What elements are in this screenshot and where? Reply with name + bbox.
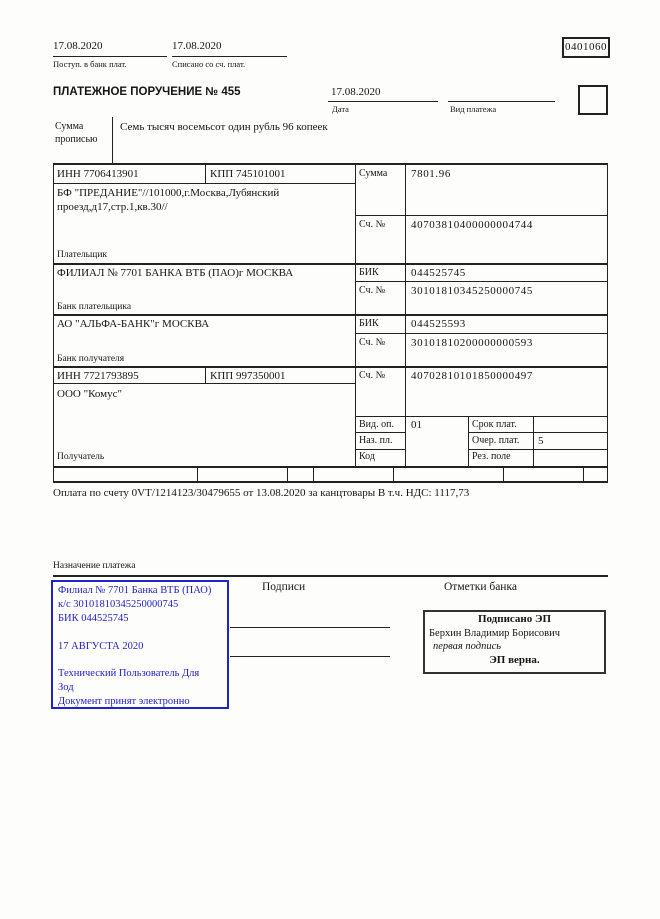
payer-bank-bik-label: БИК [359, 267, 379, 278]
op-code-label: Код [359, 451, 375, 462]
received-date: 17.08.2020 [53, 40, 103, 52]
table-line [53, 183, 355, 184]
debited-date: 17.08.2020 [172, 40, 222, 52]
debited-date-underline [172, 56, 287, 57]
bank-marks-heading: Отметки банка [444, 581, 517, 593]
purpose-label: Назначение платежа [53, 561, 136, 571]
payee-kpp: КПП 997350001 [210, 370, 286, 382]
table-vline [405, 163, 406, 466]
payer-account: 40703810400000004744 [411, 219, 533, 231]
payee-bank-bik-label: БИК [359, 318, 379, 329]
table-line [53, 383, 355, 384]
doc-date: 17.08.2020 [331, 86, 381, 98]
payee-bank-account: 30101810200000000593 [411, 337, 533, 349]
ep-verified: ЭП верна. [489, 654, 540, 666]
amount-words-label-1: Сумма [55, 121, 84, 132]
table-line [355, 416, 608, 417]
table-vline [533, 416, 534, 466]
table-right-border [607, 163, 608, 483]
purpose-text: Оплата по счету 0VT/1214123/30479655 от 13.08.2020 за канцтовары В т.ч. НДС: 1117,73 [53, 487, 470, 499]
table-left-border [53, 163, 54, 483]
stamp-line-2: к/с 30101810345250000745 [58, 598, 179, 610]
table-line [355, 333, 608, 334]
debited-date-label: Списано со сч. плат. [172, 59, 246, 69]
stamp-line-7: Документ принят электронно [58, 696, 190, 708]
stamp-line-5: Технический Пользователь Для [58, 668, 200, 680]
payer-kpp: КПП 745101001 [210, 168, 286, 180]
op-priority-value: 5 [538, 435, 544, 447]
payment-type-box [578, 85, 608, 115]
doc-title: ПЛАТЕЖНОЕ ПОРУЧЕНИЕ № 455 [53, 86, 241, 98]
op-reserve-label: Рез. поле [472, 451, 511, 462]
purpose-underline [53, 575, 608, 577]
amount-words-value: Семь тысяч восемьсот один рубль 96 копеек [120, 121, 328, 133]
signatures-heading: Подписи [262, 581, 306, 593]
table-line [468, 449, 608, 450]
payer-section-label: Плательщик [57, 250, 108, 260]
amount-words-label-2: прописью [55, 134, 98, 145]
payer-account-label: Сч. № [359, 219, 386, 230]
table-vline [205, 163, 206, 183]
stamp-line-1: Филиал № 7701 Банка ВТБ (ПАО) [58, 585, 212, 596]
bank-stamp-box [51, 580, 229, 709]
table-top-border [53, 163, 608, 165]
payee-name: ООО "Комус" [57, 388, 122, 400]
table-section-line [53, 366, 608, 368]
payee-bank-account-label: Сч. № [359, 337, 386, 348]
form-code: 0401060 [565, 41, 607, 53]
date-label: Дата [332, 104, 349, 114]
signature-line-1 [230, 627, 390, 628]
payee-bank-section-label: Банк получателя [57, 354, 125, 364]
table-section-line [53, 263, 608, 265]
received-date-underline [53, 56, 167, 57]
payer-name: БФ "ПРЕДАНИЕ"//101000,г.Москва,Лубянский проезд,д17,стр.1,кв.30// [57, 187, 280, 213]
stamp-blank-line [58, 626, 225, 640]
payee-account: 40702810101850000497 [411, 370, 533, 382]
strip-divider [197, 466, 198, 481]
amount-label: Сумма [359, 168, 388, 179]
payee-account-label: Сч. № [359, 370, 386, 381]
op-due-label: Срок плат. [472, 419, 517, 430]
stamp-line-6: Зод [58, 682, 74, 694]
op-type-label: Вид. оп. [359, 419, 394, 430]
payment-type-label: Вид платежа [450, 104, 497, 114]
doc-date-underline [328, 101, 438, 102]
stamp-blank-line [58, 654, 225, 668]
strip-divider [287, 466, 288, 481]
stamp-line-4: 17 АВГУСТА 2020 [58, 640, 144, 652]
table-line [468, 432, 608, 433]
payer-bank-account-label: Сч. № [359, 285, 386, 296]
payer-bank-bik: 044525745 [411, 267, 466, 279]
payee-section-label: Получатель [57, 452, 105, 462]
table-line [355, 432, 405, 433]
amount-words-divider [112, 117, 113, 164]
received-date-label: Поступ. в банк плат. [53, 59, 127, 69]
signature-kind: первая подпись [433, 641, 502, 652]
table-line [355, 449, 405, 450]
strip-divider [503, 466, 504, 481]
strip-divider [313, 466, 314, 481]
payee-bank-bik: 044525593 [411, 318, 466, 330]
payer-bank-account: 30101810345250000745 [411, 285, 533, 297]
payer-bank-section-label: Банк плательщика [57, 302, 132, 312]
table-vline [205, 366, 206, 383]
payment-type-underline [448, 101, 555, 102]
table-vline [468, 416, 469, 466]
signed-ep-title: Подписано ЭП [477, 613, 552, 625]
stamp-line-3: БИК 044525745 [58, 612, 129, 624]
op-purpose-code-label: Наз. пл. [359, 435, 393, 446]
table-vline [355, 163, 356, 466]
payer-bank-name: ФИЛИАЛ № 7701 БАНКА ВТБ (ПАО)г МОСКВА [57, 267, 294, 279]
signer-name: Берхин Владимир Борисович [429, 628, 560, 639]
table-bottom-border [53, 481, 608, 483]
table-section-line [53, 466, 608, 468]
op-type-value: 01 [411, 419, 422, 431]
table-section-line [53, 314, 608, 316]
payee-bank-name: АО "АЛЬФА-БАНК"г МОСКВА [57, 318, 210, 330]
table-line [355, 281, 608, 282]
strip-divider [393, 466, 394, 481]
op-priority-label: Очер. плат. [472, 435, 520, 446]
signature-line-2 [230, 656, 390, 657]
amount-value: 7801.96 [411, 168, 451, 180]
table-line [355, 215, 608, 216]
payer-inn: ИНН 7706413901 [57, 168, 139, 180]
strip-divider [583, 466, 584, 481]
payee-inn: ИНН 7721793895 [57, 370, 139, 382]
